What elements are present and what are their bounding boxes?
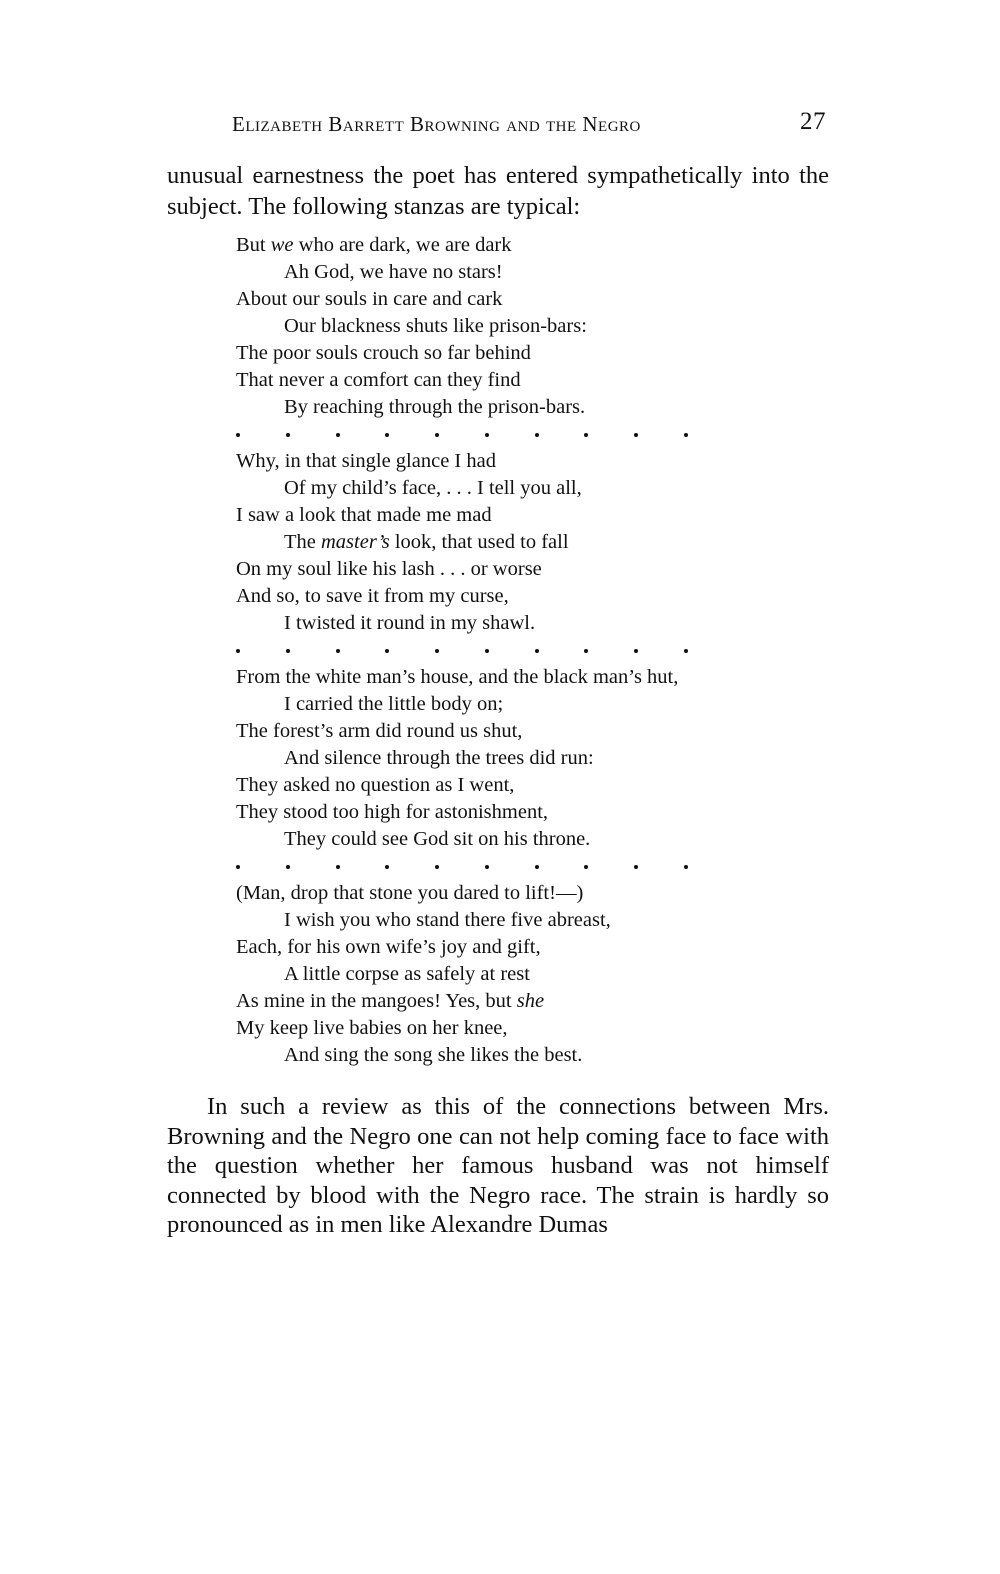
running-title: Elizabeth Barrett Browning and the Negro — [232, 112, 641, 136]
poem-line: About our souls in care and cark — [236, 288, 503, 310]
poem-line: My keep live babies on her knee, — [236, 1017, 508, 1039]
poem-line: As mine in the mangoes! Yes, but she — [236, 990, 545, 1012]
ellipsis-divider — [236, 637, 688, 664]
poem-line: And silence through the trees did run: — [284, 747, 594, 769]
poem-line: The poor souls crouch so far behind — [236, 342, 531, 364]
poem-line: The forest’s arm did round us shut, — [236, 720, 523, 742]
ellipsis-divider — [236, 853, 688, 880]
poem-line: Ah God, we have no stars! — [284, 261, 503, 283]
ellipsis-divider — [236, 421, 688, 448]
running-header — [232, 108, 832, 142]
poem-line: And so, to save it from my curse, — [236, 585, 509, 607]
poem-line: On my soul like his lash . . . or worse — [236, 558, 542, 580]
poem-line: They stood too high for astonishment, — [236, 801, 549, 823]
poem-line: From the white man’s house, and the black man’s hut, — [236, 666, 679, 688]
poem-line: I twisted it round in my shawl. — [284, 612, 536, 634]
poem-line: I wish you who stand there five abreast, — [284, 909, 611, 931]
poem-excerpt — [236, 232, 796, 1069]
poem-line: (Man, drop that stone you dared to lift!—) — [236, 882, 584, 904]
poem-line: But we who are dark, we are dark — [236, 234, 512, 256]
poem-line: I carried the little body on; — [284, 693, 504, 715]
poem-line: Each, for his own wife’s joy and gift, — [236, 936, 541, 958]
poem-line: And sing the song she likes the best. — [284, 1044, 583, 1066]
poem-line: Our blackness shuts like prison-bars: — [284, 315, 587, 337]
intro-paragraph: unusual earnestness the poet has entered sympathetically into the subject. The following stanzas are typical: — [167, 162, 829, 220]
poem-line: By reaching through the prison-bars. — [284, 396, 586, 418]
poem-line: Why, in that single glance I had — [236, 450, 496, 472]
poem-line: Of my child’s face, . . . I tell you all, — [284, 477, 582, 499]
closing-paragraph: In such a review as this of the connections between Mrs. Browning and the Negro one can not help coming face to face with the question whether her famous husband was not himself connected by blood with the Negro race. The strain is hardly so pronounced as in men like Alexandre Dumas — [167, 1093, 829, 1238]
poem-line: A little corpse as safely at rest — [284, 963, 530, 985]
poem-line: They asked no question as I went, — [236, 774, 515, 796]
poem-line: The master’s look, that used to fall — [284, 531, 569, 553]
poem-line: I saw a look that made me mad — [236, 504, 492, 526]
page-number: 27 — [800, 108, 826, 135]
poem-line: They could see God sit on his throne. — [284, 828, 591, 850]
poem-line: That never a comfort can they find — [236, 369, 521, 391]
